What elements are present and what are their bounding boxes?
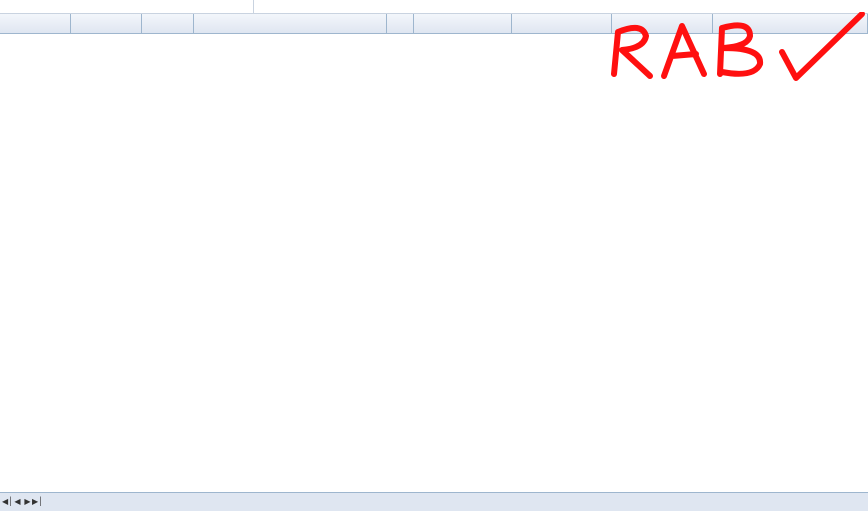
sheet-tab-bar bbox=[0, 492, 868, 511]
header-sat[interactable] bbox=[142, 96, 194, 115]
section-label[interactable] bbox=[0, 58, 200, 77]
prev-sheet-button[interactable]: ◀ bbox=[14, 497, 21, 506]
kode-analisa[interactable] bbox=[0, 457, 71, 476]
column-header[interactable] bbox=[387, 14, 414, 34]
first-sheet-button[interactable]: ◀│ bbox=[2, 497, 13, 506]
column-header[interactable] bbox=[0, 14, 71, 34]
header-harga[interactable] bbox=[512, 79, 713, 98]
header-indek[interactable] bbox=[71, 96, 142, 115]
column-header[interactable] bbox=[142, 14, 194, 34]
column-header[interactable] bbox=[414, 14, 512, 34]
column-header[interactable] bbox=[612, 14, 713, 34]
column-header[interactable] bbox=[713, 14, 868, 34]
next-sheet-button[interactable]: ▶ bbox=[24, 497, 31, 506]
work-description[interactable] bbox=[71, 476, 387, 492]
worksheet-grid[interactable] bbox=[0, 34, 868, 492]
column-header[interactable] bbox=[194, 14, 387, 34]
formula-bar-strip bbox=[0, 0, 868, 14]
header-kode-line1[interactable] bbox=[0, 86, 71, 102]
work-description[interactable] bbox=[71, 457, 387, 476]
header-uraian[interactable] bbox=[194, 96, 387, 115]
column-header[interactable] bbox=[512, 14, 612, 34]
header-jumlah-harga[interactable] bbox=[713, 96, 833, 115]
header-kode-line2[interactable] bbox=[0, 104, 71, 120]
title-row bbox=[0, 34, 868, 58]
subsection-label[interactable] bbox=[0, 134, 300, 153]
header-rp-bahan[interactable] bbox=[512, 116, 612, 135]
header-bahan[interactable] bbox=[512, 98, 612, 117]
name-box[interactable] bbox=[0, 0, 254, 13]
header-harga-satuan[interactable] bbox=[387, 96, 512, 115]
section-row bbox=[0, 58, 868, 77]
header-rp-upah[interactable] bbox=[612, 116, 713, 135]
column-header-row bbox=[0, 14, 868, 34]
header-upah[interactable] bbox=[612, 98, 713, 117]
column-header[interactable] bbox=[71, 14, 142, 34]
last-sheet-button[interactable]: ▶│ bbox=[32, 497, 43, 506]
